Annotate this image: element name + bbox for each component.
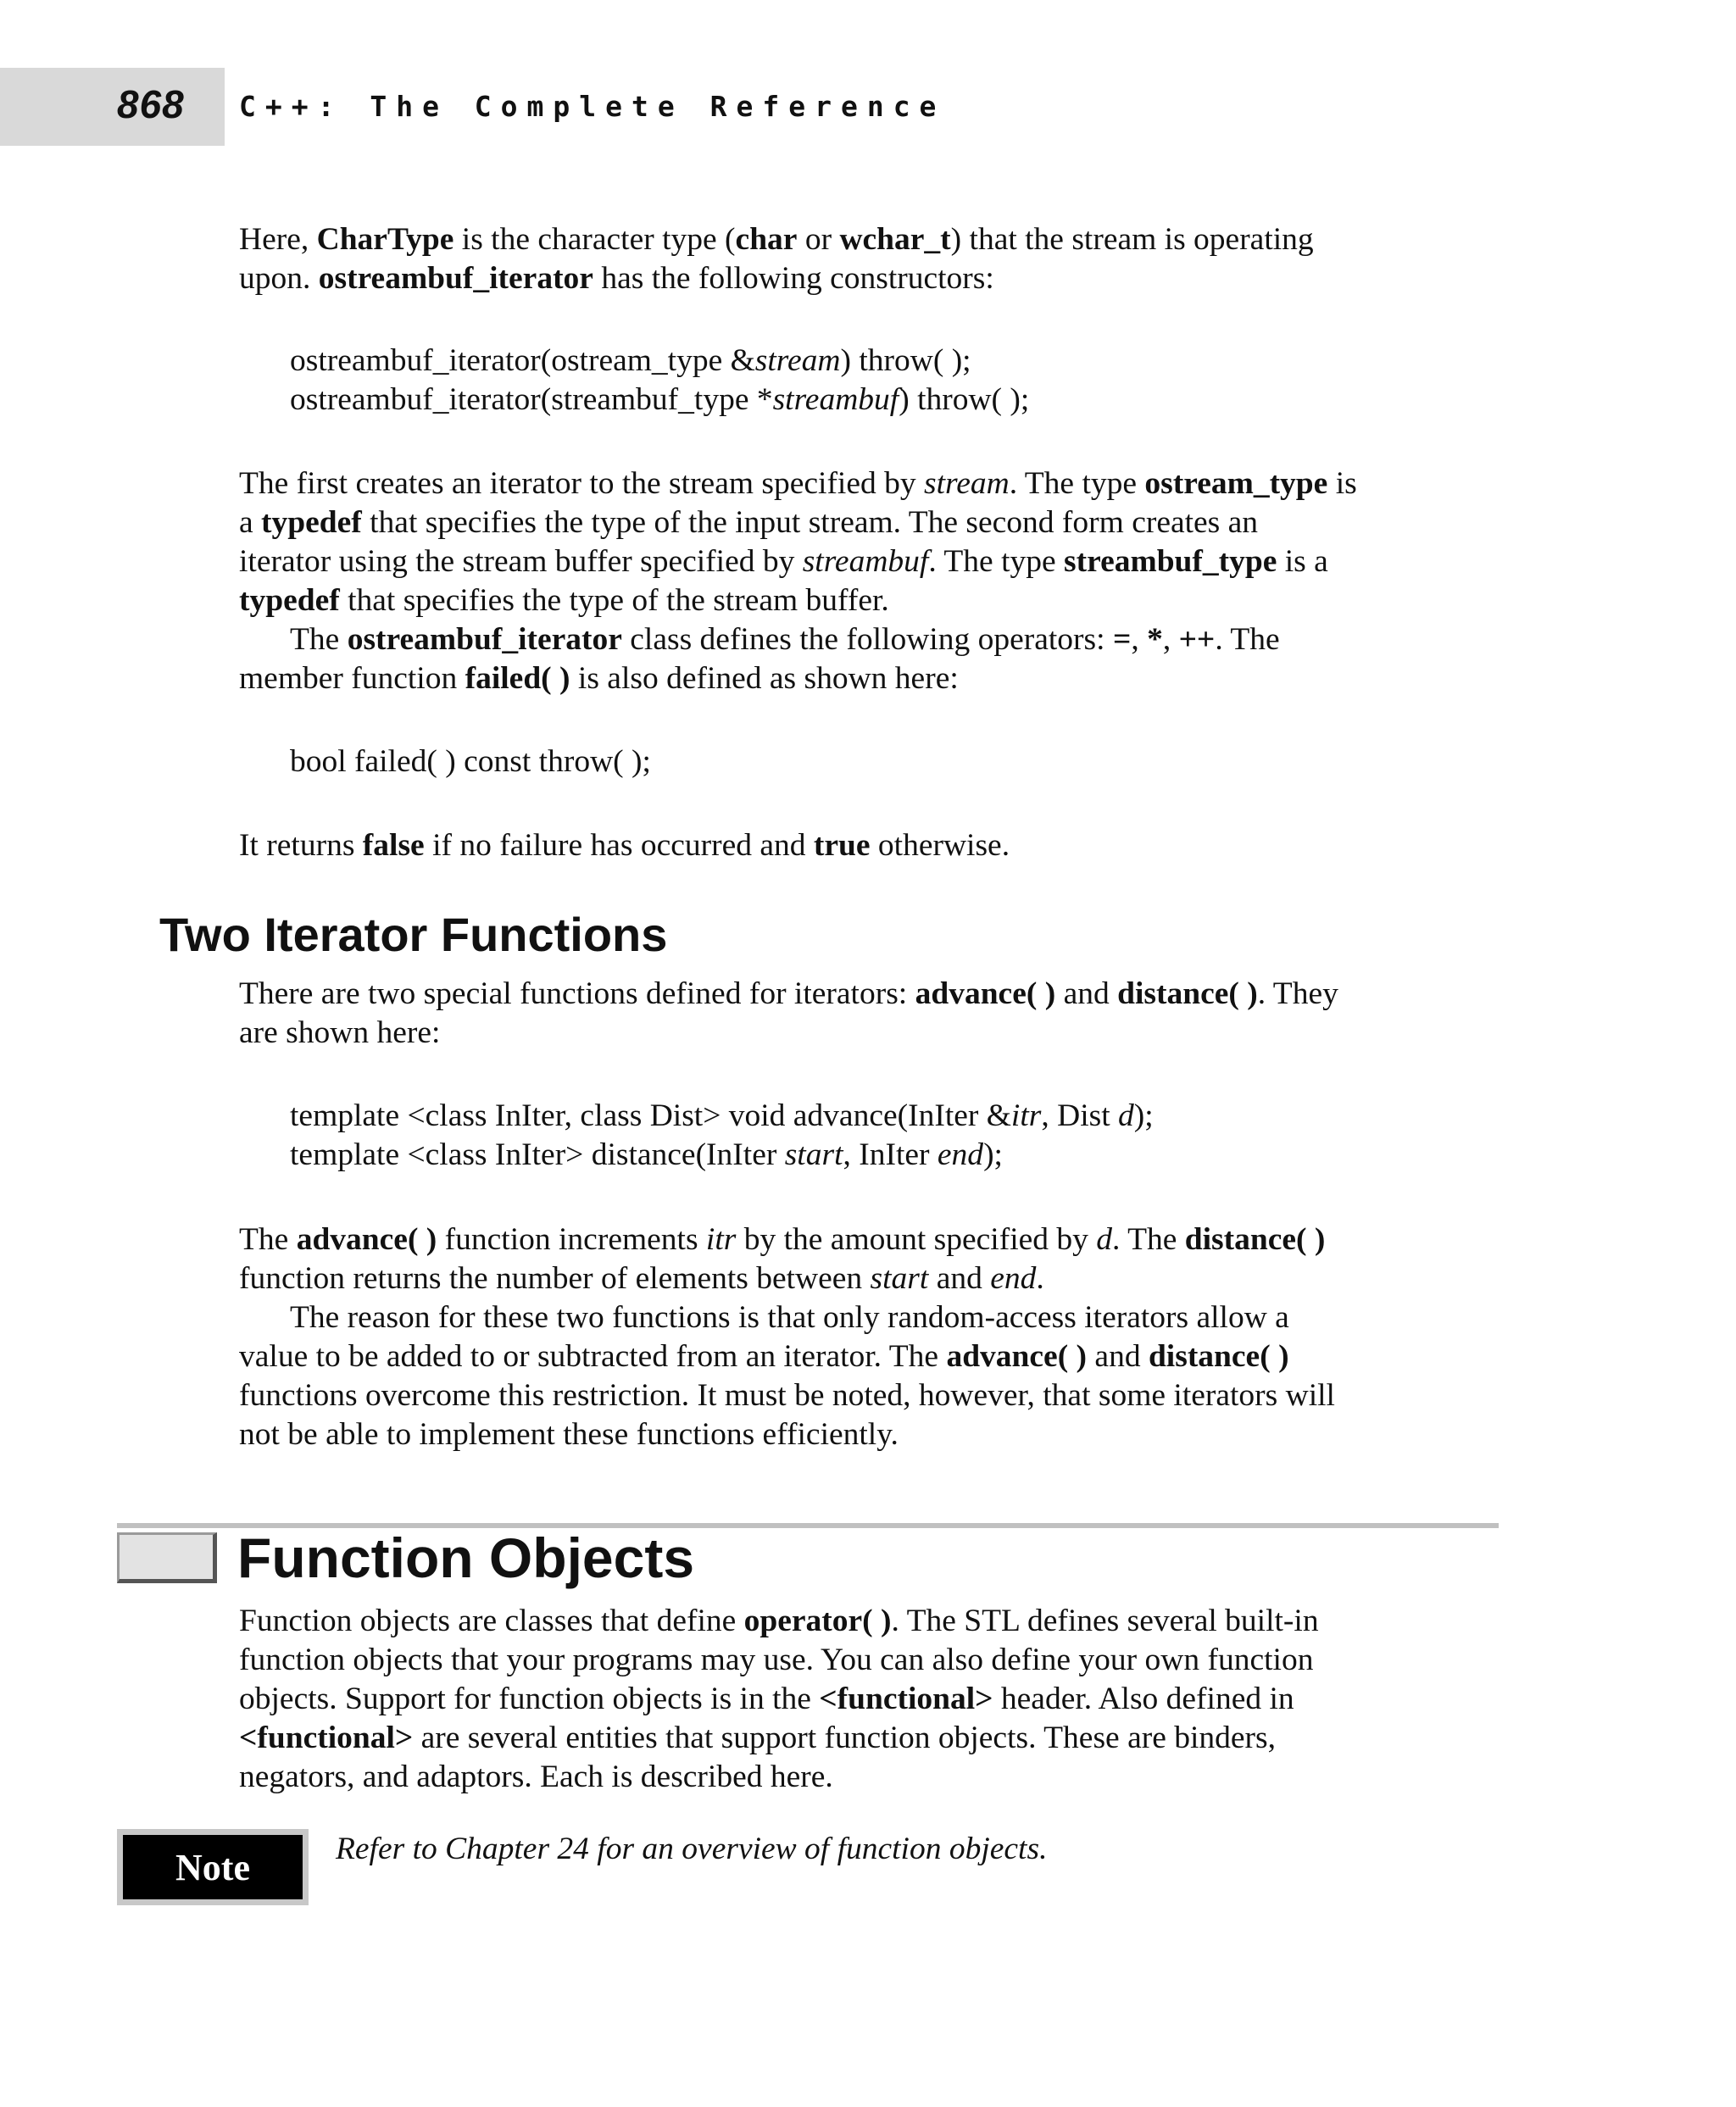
paragraph-line: <functional> are several entities that support function objects. These are binders, (239, 1721, 1276, 1755)
page-number: 868 (117, 82, 185, 126)
paragraph-line: The ostreambuf_iterator class defines the following operators: =, *, ++. The (290, 622, 1280, 657)
running-title: C++: The Complete Reference (239, 90, 946, 123)
paragraph-line: There are two special functions defined for iterators: advance( ) and distance( ). They (239, 976, 1338, 1011)
paragraph-line: objects. Support for function objects is in the <functional> header. Also defined in (239, 1682, 1294, 1716)
paragraph-line: Here, CharType is the character type (char or wchar_t) that the stream is operating (239, 222, 1314, 257)
paragraph-line: are shown here: (239, 1015, 441, 1050)
paragraph-line: upon. ostreambuf_iterator has the following constructors: (239, 261, 994, 296)
code-line: template <class InIter> distance(InIter start, InIter end); (290, 1137, 1003, 1172)
paragraph-line: Function objects are classes that define operator( ). The STL defines several built-in (239, 1604, 1319, 1638)
paragraph-line: The reason for these two functions is that only random-access iterators allow a (290, 1300, 1289, 1335)
paragraph-line: negators, and adaptors. Each is described here. (239, 1760, 833, 1794)
paragraph-line: iterator using the stream buffer specified by streambuf. The type streambuf_type is a (239, 544, 1328, 579)
section-heading: Function Objects (237, 1526, 695, 1589)
code-line: ostreambuf_iterator(streambuf_type *streambuf) throw( ); (290, 382, 1030, 417)
paragraph-line: It returns false if no failure has occurred and true otherwise. (239, 828, 1010, 863)
note-badge (117, 1829, 309, 1905)
paragraph-line: a typedef that specifies the type of the input stream. The second form creates an (239, 505, 1259, 540)
paragraph-line: typedef that specifies the type of the stream buffer. (239, 583, 889, 618)
page-number-tab (0, 68, 225, 146)
paragraph-line: function objects that your programs may use. You can also define your own function (239, 1643, 1314, 1677)
paragraph-line: member function failed( ) is also defined as shown here: (239, 661, 959, 696)
paragraph-line: not be able to implement these functions efficiently. (239, 1417, 899, 1452)
code-line: ostreambuf_iterator(ostream_type &stream) throw( ); (290, 343, 971, 378)
paragraph-line: value to be added to or subtracted from an iterator. The advance( ) and distance( ) (239, 1339, 1289, 1374)
note-badge-inner (123, 1835, 303, 1899)
paragraph-line: The first creates an iterator to the stream specified by stream. The type ostream_type is (239, 466, 1357, 501)
paragraph-line: function returns the number of elements between start and end. (239, 1261, 1044, 1296)
paragraph-line: The advance( ) function increments itr by the amount specified by d. The distance( ) (239, 1222, 1326, 1257)
section-heading: Two Iterator Functions (159, 908, 668, 961)
note-text: Refer to Chapter 24 for an overview of function objects. (336, 1832, 1048, 1866)
code-line: template <class InIter, class Dist> void advance(InIter &itr, Dist d); (290, 1098, 1154, 1133)
paragraph-line: functions overcome this restriction. It must be noted, however, that some iterators will (239, 1378, 1335, 1413)
section-marker-box (117, 1532, 217, 1583)
note-label: Note (175, 1846, 250, 1888)
code-line: bool failed( ) const throw( ); (290, 744, 651, 779)
